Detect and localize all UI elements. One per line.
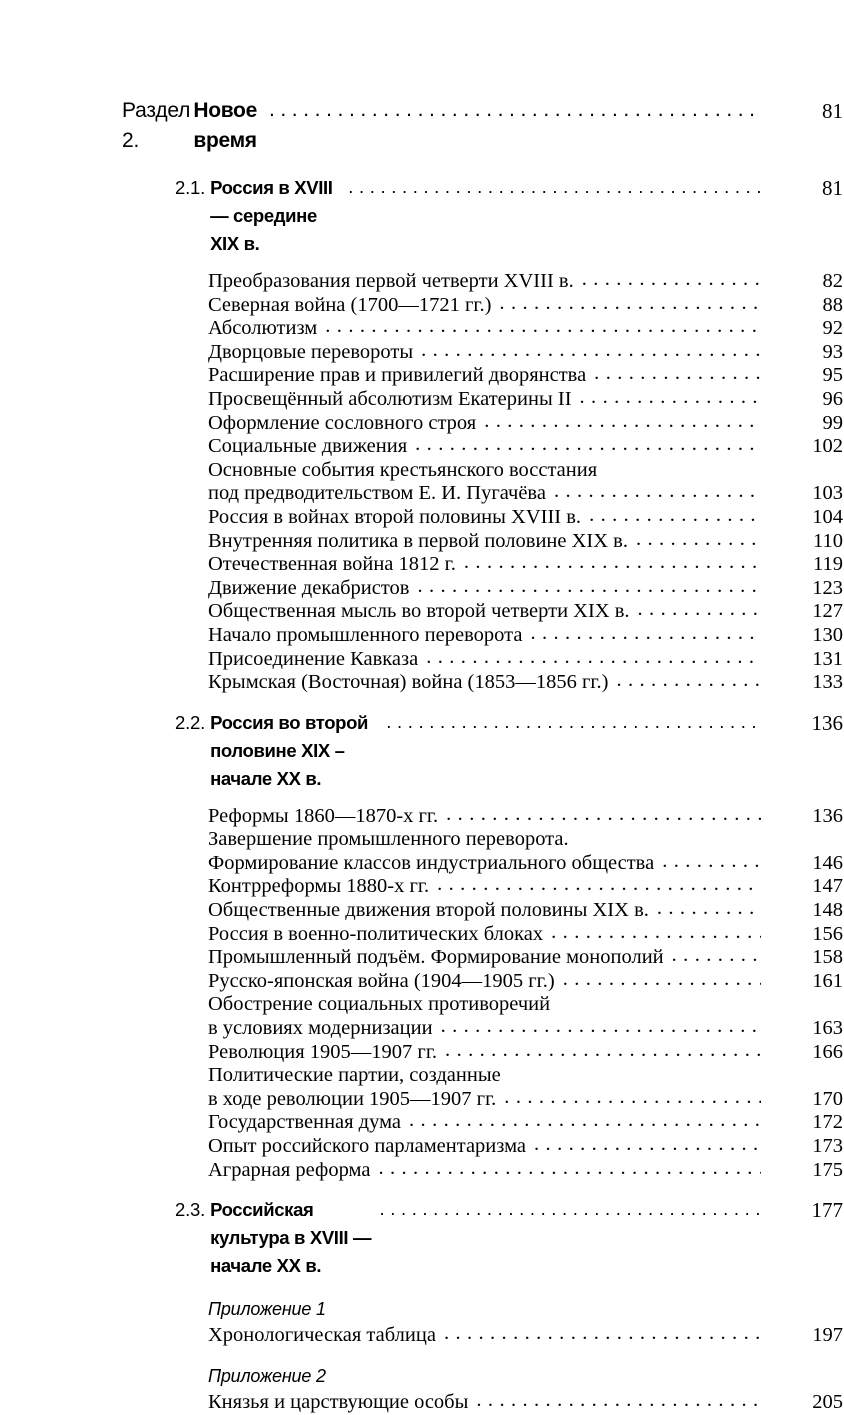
subsection-page-number: 136 <box>811 710 843 735</box>
entry-page-number: 197 <box>812 1323 843 1346</box>
entry-label: Абсолютизм <box>208 317 318 340</box>
entry-label: Начало промышленного переворота <box>208 623 523 646</box>
entry-page-number: 96 <box>822 387 843 410</box>
entry-page-number: 158 <box>812 946 843 969</box>
toc-entry[interactable] <box>0 1135 844 1159</box>
entry-page-number: 104 <box>812 505 843 528</box>
entry-label: Социальные движения <box>208 435 408 458</box>
toc-entry[interactable] <box>0 946 844 970</box>
appendix-group-2 <box>0 1365 844 1414</box>
dot-leader <box>551 921 761 945</box>
toc-entry[interactable] <box>0 624 844 648</box>
entry-page-number: 103 <box>812 482 843 505</box>
toc-entry[interactable] <box>0 364 844 388</box>
toc-entry[interactable] <box>0 671 844 695</box>
dot-leader <box>589 504 761 528</box>
entry-label: Обострение социальных противоречий <box>208 993 551 1016</box>
entry-label: Контрреформы 1880-х гг. <box>208 875 430 898</box>
dot-leader <box>657 897 761 921</box>
toc-entry[interactable] <box>0 341 844 365</box>
section-page-number: 81 <box>822 99 843 123</box>
section-number: Раздел 2. <box>122 99 191 152</box>
entry-page-number: 148 <box>812 899 843 922</box>
dot-leader <box>415 433 761 457</box>
entry-page-number: 173 <box>812 1135 843 1157</box>
entry-label: Движение декабристов <box>208 576 410 599</box>
entry-label: Преобразования первой четверти XVIII в. <box>208 270 574 292</box>
subsection-title: Российская культура в XVIII — начале XX в. <box>210 1199 372 1277</box>
toc-entry[interactable] <box>0 805 844 829</box>
entry-label: Князья и царствующие особы <box>208 1390 469 1413</box>
subsection-page-number: 177 <box>811 1198 843 1223</box>
toc-entry[interactable] <box>0 294 844 318</box>
entry-page-number: 156 <box>812 922 843 945</box>
toc-entry-line[interactable] <box>0 993 844 1017</box>
entry-label: Политические партии, созданные <box>208 1064 501 1087</box>
toc-entry[interactable] <box>0 923 844 947</box>
dot-leader <box>417 575 761 599</box>
entry-label: под предводительством Е. И. Пугачёва <box>208 482 546 505</box>
dot-leader <box>554 480 761 504</box>
dot-leader <box>445 1039 761 1063</box>
toc-entry[interactable] <box>0 435 844 459</box>
toc-entry[interactable] <box>0 970 844 994</box>
dot-leader <box>464 551 761 575</box>
dot-leader <box>446 803 761 827</box>
toc-entry[interactable] <box>0 899 844 923</box>
entry-label: в ходе революции 1905—1907 гг. <box>208 1087 497 1110</box>
entry-page-number: 147 <box>812 875 843 898</box>
entry-page-number: 127 <box>812 600 843 623</box>
dot-leader <box>636 528 761 552</box>
entry-page-number: 146 <box>812 851 843 874</box>
dot-leader <box>563 968 761 992</box>
entry-page-number: 161 <box>812 969 843 992</box>
toc-entry[interactable] <box>0 530 844 554</box>
entry-label: Дворцовые перевороты <box>208 340 414 363</box>
entry-label: Россия в войнах второй половины XVIII в. <box>208 505 582 528</box>
subsection-number: 2.1. <box>175 177 206 198</box>
dot-leader <box>441 1015 761 1039</box>
entry-page-number: 130 <box>812 623 843 646</box>
subsection-page-number: 81 <box>822 176 843 200</box>
table-of-contents <box>0 96 844 1415</box>
toc-entry[interactable] <box>0 388 844 412</box>
subsection-heading-2-1[interactable] <box>0 174 844 258</box>
entry-label: Расширение прав и привилегий дворянства <box>208 364 587 387</box>
dot-leader <box>672 944 761 968</box>
entry-page-number: 92 <box>822 317 843 340</box>
section-heading-razdel-2[interactable] <box>0 96 844 156</box>
entry-label: Хронологическая таблица <box>208 1323 436 1346</box>
entry-page-number: 163 <box>812 1017 843 1040</box>
toc-entry[interactable] <box>0 648 844 672</box>
subsection-number: 2.3. <box>175 1199 206 1221</box>
dot-leader <box>504 1086 761 1110</box>
dot-leader <box>437 873 761 897</box>
appendix-caption: Приложение 1 <box>208 1299 326 1320</box>
entry-page-number: 133 <box>812 671 843 694</box>
entry-page-number: 93 <box>822 340 843 363</box>
toc-entry-line[interactable] <box>0 1064 844 1088</box>
section-title: Новое время <box>193 99 257 152</box>
dot-leader <box>348 173 760 201</box>
entry-label: Россия в военно-политических блоках <box>208 922 544 945</box>
dot-leader <box>426 646 761 670</box>
toc-entry[interactable] <box>0 1391 844 1415</box>
toc-entry-line[interactable] <box>0 828 844 852</box>
toc-entry[interactable] <box>0 875 844 899</box>
entry-page-number: 82 <box>822 270 843 292</box>
entry-page-number: 175 <box>812 1158 843 1181</box>
entry-label: Русско-японская война (1904—1905 гг.) <box>208 969 555 992</box>
dot-leader <box>379 1195 760 1223</box>
dot-leader <box>409 1109 761 1133</box>
toc-entry[interactable] <box>0 1324 844 1348</box>
entry-page-number: 99 <box>822 411 843 434</box>
dot-leader <box>386 708 760 736</box>
entry-list-2-2 <box>0 805 844 1183</box>
dot-leader <box>580 386 761 410</box>
dot-leader <box>421 339 761 363</box>
entry-label: Революция 1905—1907 гг. <box>208 1040 438 1063</box>
entry-page-number: 123 <box>812 576 843 599</box>
dot-leader <box>444 1322 761 1346</box>
subsection-number: 2.2. <box>175 711 206 733</box>
entry-label: Просвещённый абсолютизм Екатерины II <box>208 387 572 410</box>
dot-leader <box>662 850 761 874</box>
entry-label: Общественная мысль во второй четверти XIX в. <box>208 600 630 623</box>
subsection-heading-2-2[interactable] <box>0 709 844 793</box>
entry-page-number: 88 <box>822 293 843 316</box>
subsection-title: Россия в XVIII — середине XIX в. <box>210 177 333 254</box>
entry-page-number: 172 <box>812 1111 843 1134</box>
toc-entry[interactable] <box>0 1111 844 1135</box>
toc-entry[interactable] <box>0 270 844 294</box>
entry-page-number: 102 <box>812 435 843 458</box>
entry-label: Оформление сословного строя <box>208 411 477 434</box>
dot-leader <box>484 410 761 434</box>
appendix-group-1 <box>0 1298 844 1347</box>
entry-label: Отечественная война 1812 г. <box>208 553 456 576</box>
subsection-title: Россия во второй половине XIX –начале XX в. <box>210 711 369 789</box>
entry-page-number: 136 <box>812 804 843 827</box>
entry-list-2-1 <box>0 270 844 695</box>
entry-page-number: 119 <box>813 553 843 576</box>
entry-label: Основные события крестьянского восстания <box>208 458 598 481</box>
dot-leader <box>534 1133 761 1157</box>
dot-leader <box>616 669 761 693</box>
dot-leader <box>594 362 761 386</box>
toc-entry[interactable] <box>0 600 844 624</box>
entry-label: Общественные движения второй половины XIX в. <box>208 899 649 922</box>
dot-leader <box>638 598 761 622</box>
entry-label: Завершение промышленного переворота. <box>208 828 569 851</box>
dot-leader <box>325 315 761 339</box>
dot-leader <box>378 1157 761 1181</box>
toc-entry[interactable] <box>0 317 844 341</box>
dot-leader <box>582 268 761 292</box>
entry-page-number: 110 <box>813 529 843 552</box>
entry-label: Опыт российского парламентаризма <box>208 1135 527 1157</box>
entry-label: Государственная дума <box>208 1111 402 1134</box>
entry-label: Промышленный подъём. Формирование монополий <box>208 946 664 969</box>
entry-page-number: 95 <box>822 364 843 387</box>
entry-label: Присоединение Кавказа <box>208 647 419 670</box>
entry-page-number: 131 <box>812 647 843 670</box>
toc-entry[interactable] <box>0 412 844 436</box>
entry-label: Аграрная реформа <box>208 1158 371 1181</box>
entry-label: Крымская (Восточная) война (1853—1856 гг.) <box>208 671 609 694</box>
appendix-caption: Приложение 2 <box>208 1366 326 1387</box>
toc-entry[interactable] <box>0 1041 844 1065</box>
entry-page-number: 205 <box>812 1390 843 1413</box>
toc-entry[interactable] <box>0 577 844 601</box>
entry-label: Северная война (1700—1721 гг.) <box>208 293 492 316</box>
entry-label: Формирование классов индустриального общества <box>208 851 655 874</box>
dot-leader <box>530 622 761 646</box>
entry-label: Внутренняя политика в первой половине XIX в. <box>208 529 628 552</box>
toc-entry-line[interactable] <box>0 459 844 483</box>
toc-entry[interactable] <box>0 1017 844 1041</box>
dot-leader <box>499 292 761 316</box>
toc-entry[interactable] <box>0 1088 844 1112</box>
dot-leader <box>269 95 760 125</box>
entry-page-number: 170 <box>812 1087 843 1110</box>
dot-leader <box>476 1389 761 1413</box>
entry-label: Реформы 1860—1870-х гг. <box>208 804 439 827</box>
toc-entry[interactable] <box>0 482 844 506</box>
toc-entry[interactable] <box>0 852 844 876</box>
toc-entry[interactable] <box>0 1159 844 1183</box>
entry-label: в условиях модернизации <box>208 1017 433 1040</box>
toc-entry[interactable] <box>0 506 844 530</box>
subsection-heading-2-3[interactable] <box>0 1196 844 1280</box>
toc-entry[interactable] <box>0 553 844 577</box>
entry-page-number: 166 <box>812 1040 843 1063</box>
